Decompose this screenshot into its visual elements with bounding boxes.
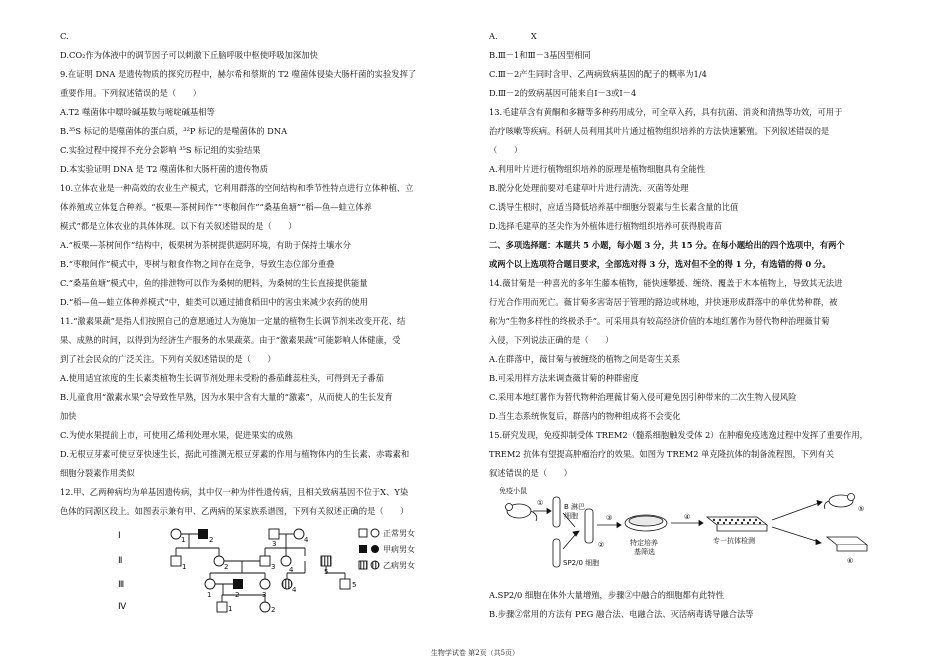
question-11-stem: 果、成熟的时间，以得到为经济生产服务的水果蔬菜。由于“激素果蔬”可能影响人体健康，受 — [60, 335, 401, 345]
individual-I-3-male-normal — [269, 529, 279, 539]
antibody-flow-diagram — [489, 487, 899, 580]
individual-I-1-female-normal — [171, 529, 181, 539]
sp20-tube — [553, 539, 560, 567]
option-b: B.脱分化处理前要对毛建草叶片进行清洗、灭菌等处理 — [489, 183, 689, 193]
legend-disease-b-label: 乙病男女 — [383, 561, 415, 570]
generation-label: Ⅱ — [118, 556, 123, 566]
question-10-stem: 10.立体农业是一种高效的农业生产模式，它利用群落的空间结构和季节性特点进行立体种植、立 — [60, 183, 414, 193]
mouse-label: 免疫小鼠 — [499, 487, 527, 495]
medium-label: 基筛选 — [634, 548, 655, 556]
option-b: B.儿童食用“激素水果”会导致性早熟，因为水果中含有大量的“激素”，从而使人的生长发育 — [60, 392, 393, 402]
option-a: A.使用适宜浓度的生长素类植物生长调节剂处理未受粉的番茄雌蕊柱头，可得到无子番茄 — [60, 373, 384, 383]
individual-number: 2 — [209, 536, 214, 544]
individual-I-4-female-normal — [294, 529, 304, 539]
option-b: B.“枣粮间作”模式中，枣树与粮食作物之间存在竞争，导致生态位部分重叠 — [60, 259, 335, 269]
individual-number: 2 — [224, 563, 229, 571]
option-c: C.实验过程中搅拌不充分会影响 ³⁵S 标记组的实验结果 — [60, 145, 261, 155]
legend-normal-female-symbol — [371, 529, 379, 537]
individual-II-2-female-normal — [214, 556, 224, 566]
question-12-stem: 12.甲、乙两种病均为单基因遗传病，其中仅一种为伴性遗传病，且相关致病基因不位于X、Y染 — [60, 487, 409, 497]
b-cell-label: B 淋巴 — [564, 503, 586, 511]
section-heading: 二、多项选择题：本题共 5 小题，每小题 3 分，共 15 分。在每小题给出的四个选项中，有两个 — [489, 240, 845, 250]
individual-II-1-male-normal — [171, 556, 181, 566]
step-6-label: ⑥ — [847, 557, 854, 565]
question-14-stem: 称为“生物多样性的终极杀手”。可采用具有较高经济价值的本地红薯作为替代物种治理薇甘菊 — [489, 316, 830, 326]
individual-number: 2 — [271, 606, 276, 613]
individual-II-3-male-normal — [260, 556, 270, 566]
legend-disease-a-label: 甲病男女 — [383, 545, 415, 554]
pedigree-legend — [359, 528, 415, 570]
legend-disease-b-male-symbol — [359, 561, 367, 569]
individual-I-2-male-disease-a — [198, 529, 208, 539]
legend-normal-label: 正常男女 — [383, 529, 415, 538]
question-15-stem: TREM2 抗体有望提高肿瘤治疗的效果。如图为 TREM2 单克隆抗体的制备流程图，下列有关 — [489, 449, 834, 459]
question-14-stem: 14.薇甘菊是一种喜光的多年生藤本植物，能快速攀援、缠绕、覆盖于木本植物上，导致其无法进 — [489, 278, 843, 288]
option-a: A.T2 噬菌体中嘌呤碱基数与嘧啶碱基相等 — [60, 107, 215, 117]
question-13-stem: （ ） — [489, 145, 523, 155]
section-heading: 或两个以上选项符合题目要求，全部选对得 3 分，选对但不全的得 1 分，有选错的得 0 分。 — [489, 259, 831, 269]
option-d: D.选择毛建草的茎尖作为外植体进行植物组织培养可获得脱毒苗 — [489, 221, 723, 231]
well-plate — [707, 517, 767, 525]
legend-disease-a-female-symbol — [371, 545, 379, 553]
option-d: D.本实验证明 DNA 是 T2 噬菌体和大肠杆菌的遗传物质 — [60, 164, 268, 174]
step-4-label: ④ — [684, 513, 691, 521]
text-line: D.CO₂作为体液中的调节因子可以刺激下丘脑呼吸中枢使呼吸加深加快 — [60, 50, 318, 60]
option-d: D.Ⅲ－2的致病基因可能来自Ⅰ－3或Ⅰ－4 — [489, 88, 637, 98]
legend-normal-male-symbol — [359, 529, 367, 537]
individual-number: 1 — [181, 536, 186, 544]
option-b: 加快 — [60, 411, 77, 421]
generation-label: Ⅰ — [118, 531, 121, 541]
individual-number: 1 — [207, 591, 212, 599]
option-c: C.为使水果提前上市，可使用乙烯利处理水果，促进果实的成熟 — [60, 430, 293, 440]
option-c: C.诱导生根时，应适当降低培养基中细胞分裂素与生长素含量的比值 — [489, 202, 739, 212]
individual-III-4-female-disease-b — [282, 579, 292, 589]
individual-number: 3 — [272, 540, 277, 548]
page-footer: 生物学试卷 第2页（共5页） — [430, 649, 520, 657]
individual-III-5-male-normal — [340, 579, 350, 589]
question-11-stem: 11.“激素果蔬”是指人们按照自己的意愿通过人为施加一定量的植物生长调节剂来改变开花、结 — [60, 316, 406, 326]
plate-label: 专一抗体检测 — [713, 537, 755, 545]
option-b: B.步骤②常用的方法有 PEG 融合法、电融合法、灭活病毒诱导融合法等 — [489, 609, 754, 619]
individual-III-2-male-disease-a — [233, 579, 243, 589]
fusion-tube — [585, 509, 593, 543]
individual-number: 4 — [289, 566, 294, 574]
option-d: D.当生态系统恢复后，群落内的物种组成将不会变化 — [489, 411, 681, 421]
question-13-stem: 13.毛建草含有黄酮和多糖等多种药用成分，可全草入药，具有抗菌、消炎和清热等功效，可用于 — [489, 107, 843, 117]
pedigree-chart — [60, 525, 470, 613]
antibody-flow-figure — [489, 487, 899, 584]
individual-III-3-female-normal — [260, 579, 270, 589]
step-2-label: ② — [598, 541, 605, 549]
question-14-stem: 入侵，下列说法正确的是（ ） — [489, 335, 614, 345]
question-12-stem: 色体的同源区段上。如图表示兼有甲、乙两病的某家族系谱图，下列有关叙述正确的是（ ） — [60, 506, 409, 516]
individual-number: 2 — [235, 591, 240, 599]
question-15-stem: 15.研究发现，免疫抑制受体 TREM2（髓系细胞触发受体 2）在肿瘤免疫逃逸过程中发挥了重要作用， — [489, 430, 868, 440]
individual-number: 3 — [271, 563, 276, 571]
individual-III-1-female-normal — [205, 579, 215, 589]
option-a: A. X — [489, 31, 537, 41]
individual-II-5-male-disease-b — [321, 556, 331, 566]
option-a: A.SP2/0 细胞在体外大量增殖，步骤②中融合的细胞都有此特性 — [489, 590, 725, 600]
question-10-stem: 体养殖或立体复合种养。“板栗—茶树间作”“枣粮间作”“桑基鱼塘”“稻—鱼—蛙立体养 — [60, 202, 372, 212]
step-1-label: ① — [537, 499, 544, 507]
question-9-stem: 重要作用。下列叙述错误的是（ ） — [60, 88, 202, 98]
step-5-label: ⑤ — [858, 505, 865, 513]
option-b: B.³⁵S 标记的是噬菌体的蛋白质，³²P 标记的是噬菌体的 DNA — [60, 126, 288, 136]
generation-label: Ⅳ — [118, 602, 127, 612]
option-b: B.Ⅲ－1和Ⅲ－3基因型相同 — [489, 50, 591, 60]
option-b: B.可采用样方法来调查薇甘菊的种群密度 — [489, 373, 639, 383]
question-14-stem: 行光合作用而死亡。薇甘菊多害寄居于管理的路边或林地，并快速形成群落中的单优势种群，被 — [489, 297, 838, 307]
individual-IV-1-male-normal — [217, 602, 227, 612]
medium-label: 特定培养 — [630, 539, 658, 547]
individual-number: 3 — [262, 591, 267, 599]
individual-number: 4 — [304, 536, 309, 544]
question-10-stem: 模式”都是立体农业的具体体现。以下有关叙述错误的是（ ） — [60, 221, 297, 231]
question-15-stem: 叙述错误的是（ ） — [489, 468, 572, 478]
option-d: D.“稻—鱼—蛙立体种养模式”中，蛙类可以通过捕食稻田中的害虫来减少农药的使用 — [60, 297, 368, 307]
generation-label: Ⅲ — [118, 580, 125, 590]
option-c: C.采用本地红薯作为替代物种治理薇甘菊入侵可避免因引种带来的二次生物入侵风险 — [489, 392, 797, 402]
step-3-label: ③ — [606, 514, 613, 522]
option-c: C.“桑基鱼塘”模式中，鱼的排泄物可以作为桑树的肥料，为桑树的生长直接提供能量 — [60, 278, 368, 288]
text-line: C. — [60, 31, 69, 41]
right-column — [489, 31, 899, 628]
pedigree-figure — [60, 525, 470, 617]
sp20-label: SP2/0 细胞 — [563, 559, 600, 567]
option-c: C.Ⅲ－2产生同时含甲、乙两病致病基因的配子的概率为1/4 — [489, 69, 707, 79]
individual-number: 5 — [352, 581, 357, 589]
question-11-stem: 到了社会民众的广泛关注。下列有关叙述错误的是（ ） — [60, 354, 276, 364]
individual-IV-2-female-normal — [260, 602, 270, 612]
individual-II-4-female-normal — [281, 556, 291, 566]
individual-number: 4 — [292, 586, 297, 594]
option-a: A.在群落中，薇甘菊与被缠绕的植物之间是寄生关系 — [489, 354, 681, 364]
question-13-stem: 治疗咳嗽等疾病。科研人员利用其叶片通过植物组织培养的方法快速繁殖。下列叙述错误的是 — [489, 126, 830, 136]
option-a: A.利用叶片进行植物组织培养的原理是植物细胞具有全能性 — [489, 164, 706, 174]
option-d: 细胞分裂素作用类似 — [60, 468, 135, 478]
question-9-stem: 9.在证明 DNA 是遗传物质的探究历程中，赫尔希和蔡斯的 T2 噬菌体侵染大肠杆菌的实验发挥了 — [60, 69, 417, 79]
individual-number: 5 — [324, 568, 329, 576]
left-column — [60, 31, 470, 623]
option-a: A.“板栗—茶树间作”结构中，板栗树为茶树提供遮阴环境，有助于保持土壤水分 — [60, 240, 351, 250]
individual-number: 1 — [228, 605, 233, 613]
culture-flask — [827, 537, 867, 545]
b-cell-label: 细胞 — [564, 512, 578, 520]
option-d: D.无根豆芽素可使豆芽快速生长，据此可推测无根豆芽素的作用与植物体内的生长素、赤霉素和 — [60, 449, 410, 459]
legend-disease-a-male-symbol — [359, 545, 367, 553]
individual-number: 1 — [182, 563, 187, 571]
b-cell-tube — [553, 497, 560, 527]
legend-disease-b-female-symbol — [371, 561, 379, 569]
